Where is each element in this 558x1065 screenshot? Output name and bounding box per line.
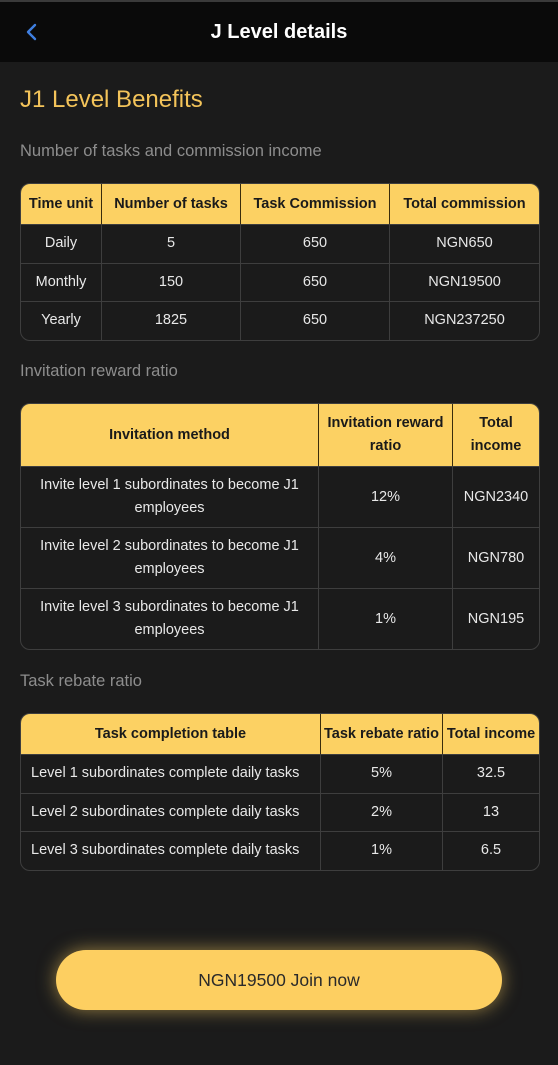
col-header-number-of-tasks: Number of tasks	[102, 184, 241, 224]
col-header-total-income: Total income	[453, 404, 539, 466]
table-cell: Invite level 1 subordinates to become J1 employees	[21, 466, 319, 527]
table-row	[21, 588, 539, 649]
table-row	[21, 754, 539, 793]
table-row	[21, 831, 539, 870]
level-title: J1 Level Benefits	[20, 86, 203, 113]
col-header-task-completion-table: Task completion table	[21, 714, 321, 754]
table-cell: 4%	[319, 527, 453, 588]
col-header-task-commission: Task Commission	[241, 184, 390, 224]
table-cell: 6.5	[443, 831, 539, 870]
table-row	[21, 224, 539, 263]
table-cell: Yearly	[21, 301, 102, 340]
page-title: J Level details	[210, 21, 348, 43]
table-row	[21, 466, 539, 527]
table-cell: Monthly	[21, 263, 102, 302]
table-cell: NGN2340	[453, 466, 539, 527]
table-cell: 650	[241, 301, 390, 340]
table-header-row	[21, 184, 539, 224]
table-cell: 650	[241, 263, 390, 302]
col-header-total-income: Total income	[443, 714, 539, 754]
table-cell: Level 2 subordinates complete daily tasks	[21, 793, 321, 832]
table-cell: NGN237250	[390, 301, 539, 340]
table-row	[21, 263, 539, 302]
rebate-section-title: Task rebate ratio	[20, 672, 142, 690]
table-cell: 12%	[319, 466, 453, 527]
table-header-row	[21, 404, 539, 466]
table-cell: NGN195	[453, 588, 539, 649]
table-cell: 1%	[319, 588, 453, 649]
table-row	[21, 527, 539, 588]
table-cell: 5%	[321, 754, 443, 793]
table-cell: Level 3 subordinates complete daily tasks	[21, 831, 321, 870]
tasks-commission-table	[20, 183, 540, 341]
table-cell: 32.5	[443, 754, 539, 793]
table-cell: NGN19500	[390, 263, 539, 302]
col-header-time-unit: Time unit	[21, 184, 102, 224]
table-cell: NGN780	[453, 527, 539, 588]
invitation-section-title: Invitation reward ratio	[20, 362, 178, 380]
table-cell: 1%	[321, 831, 443, 870]
table-cell: 2%	[321, 793, 443, 832]
table-cell: Invite level 2 subordinates to become J1 employees	[21, 527, 319, 588]
table-cell: Invite level 3 subordinates to become J1 employees	[21, 588, 319, 649]
table-cell: 150	[102, 263, 241, 302]
table-cell: NGN650	[390, 224, 539, 263]
table-cell: 1825	[102, 301, 241, 340]
table-cell: 650	[241, 224, 390, 263]
task-rebate-table	[20, 713, 540, 871]
col-header-invitation-reward-ratio: Invitation reward ratio	[319, 404, 453, 466]
table-header-row	[21, 714, 539, 754]
col-header-task-rebate-ratio: Task rebate ratio	[321, 714, 443, 754]
col-header-invitation-method: Invitation method	[21, 404, 319, 466]
tasks-section-title: Number of tasks and commission income	[20, 142, 322, 160]
join-now-button[interactable]: NGN19500 Join now	[56, 950, 502, 1010]
table-cell: Level 1 subordinates complete daily tasks	[21, 754, 321, 793]
table-row	[21, 793, 539, 832]
table-row	[21, 301, 539, 340]
table-cell: 13	[443, 793, 539, 832]
table-cell: Daily	[21, 224, 102, 263]
table-cell: 5	[102, 224, 241, 263]
col-header-total-commission: Total commission	[390, 184, 539, 224]
app-header	[0, 2, 558, 62]
invitation-reward-table	[20, 403, 540, 650]
